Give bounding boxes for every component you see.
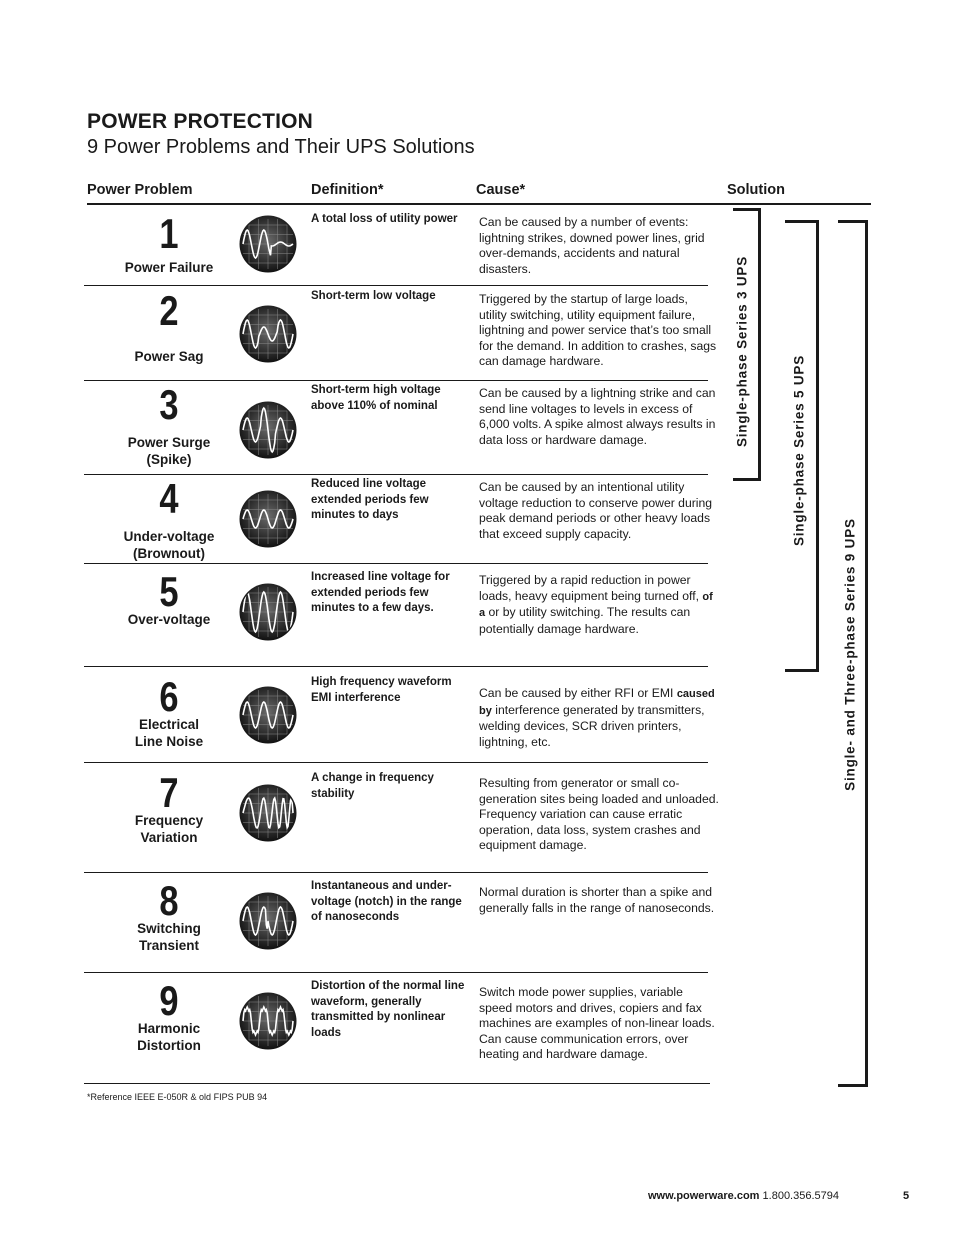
column-header-solution: Solution (727, 182, 785, 198)
problem-number: 7 (159, 769, 179, 816)
problem-name: Electrical Line Noise (134, 717, 204, 749)
problem-cause: Can be caused by a lightning strike and can send line voltages to levels in excess of 6,000 volts. A spike almost always results in data loss or hardware damage. (479, 386, 716, 447)
problem-number: 8 (159, 877, 179, 924)
column-header-definition: Definition* (311, 182, 384, 198)
problem-definition: High frequency waveform EMI interference (311, 676, 452, 704)
solution-label-series-5: Single-phase Series 5 UPS (791, 354, 807, 547)
problem-cause: Can be caused by an intentional utility voltage reduction to conserve power during peak demand periods or other heavy loads that exceed supply capacity. (479, 480, 713, 541)
sag-waveform-scope-icon (239, 305, 297, 363)
problem-name: Under-voltage (Brownout) (123, 529, 215, 561)
transient-waveform-scope-icon (239, 892, 297, 950)
problem-definition: Reduced line voltage extended periods few minutes to days (311, 478, 429, 522)
footnote: *Reference IEEE E-050R & old FIPS PUB 94 (87, 1092, 268, 1102)
problem-number: 1 (159, 210, 179, 257)
row-divider (84, 285, 708, 286)
problem-cause: Switch mode power supplies, variable speed motors and drives, copiers and fax machines are examples of non-linear loads. Can cause communication errors, over heating and hardware damage. (479, 985, 715, 1061)
problem-name: Switching Transient (137, 921, 201, 953)
overvoltage-waveform-scope-icon (239, 583, 297, 641)
surge-waveform-scope-icon (239, 401, 297, 459)
harmonic-waveform-scope-icon (239, 992, 297, 1050)
row-divider (84, 972, 708, 973)
problem-cause: Can be caused by a number of events: lightning strikes, downed power lines, grid over-demands, accidents and natural disasters. (479, 215, 705, 276)
problem-name: Over-voltage (127, 612, 211, 627)
problem-number: 2 (159, 287, 179, 334)
page-number: 5 (903, 1190, 910, 1202)
column-header-problem: Power Problem (87, 182, 193, 198)
column-header-cause: Cause* (476, 182, 526, 198)
problem-number: 5 (159, 568, 179, 615)
problem-cause: Can be caused by either RFI or EMI caused by interference generated by transmitters, welding devices, SCR driven printers, lightning, etc. (479, 686, 715, 749)
problem-cause: Triggered by a rapid reduction in power loads, heavy equipment being turned off, of a or by utility switching. The results can potentially damage hardware. (479, 573, 713, 636)
row-divider (84, 666, 708, 667)
problem-cause: Normal duration is shorter than a spike and generally falls in the range of nanoseconds. (479, 885, 715, 915)
problem-definition: Increased line voltage for extended periods few minutes to a few days. (311, 571, 450, 615)
solution-label-series-9: Single- and Three-phase Series 9 UPS (842, 518, 858, 791)
problem-cause: Resulting from generator or small co-generation sites being loaded and unloaded. Frequency variation can cause erratic operation, data loss, system crashes and equipment damage. (479, 776, 719, 852)
row-divider (84, 872, 708, 873)
footer-phone: 1.800.356.5794 (762, 1190, 839, 1202)
problem-name: Power Sag (134, 349, 204, 364)
problem-number: 4 (159, 475, 179, 522)
problem-cause: Triggered by the startup of large loads, utility switching, utility equipment failure, lightning and power service that’s too small for the demand. In addition to crashes, sags can damage hardware. (479, 292, 717, 368)
problem-number: 3 (159, 381, 179, 428)
row-divider (84, 762, 708, 763)
page-title: POWER PROTECTION (87, 110, 314, 133)
brownout-waveform-scope-icon (239, 490, 297, 548)
problem-definition: Instantaneous and under-voltage (notch) in the range of nanoseconds (311, 880, 462, 924)
problem-name: Harmonic Distortion (137, 1021, 201, 1053)
header-divider (87, 203, 871, 205)
page-footer (648, 1190, 839, 1202)
problem-definition: A change in frequency stability (311, 772, 434, 800)
flat-waveform-scope-icon (239, 215, 297, 273)
problem-name: Power Surge (Spike) (127, 435, 211, 467)
page-subtitle: 9 Power Problems and Their UPS Solutions (87, 136, 475, 158)
frequency-waveform-scope-icon (239, 784, 297, 842)
row-divider (84, 563, 708, 564)
row-divider (84, 1083, 710, 1084)
problem-definition: A total loss of utility power (311, 213, 458, 225)
footer-website-link[interactable]: www.powerware.com (648, 1190, 760, 1202)
problem-number: 9 (159, 977, 179, 1024)
problem-number: 6 (159, 673, 179, 720)
problem-definition: Distortion of the normal line waveform, generally transmitted by nonlinear loads (311, 980, 465, 1040)
problem-name: Frequency Variation (134, 813, 204, 845)
problem-name: Power Failure (124, 260, 214, 275)
noise-waveform-scope-icon (239, 686, 297, 744)
problem-definition: Short-term high voltage above 110% of nominal (311, 384, 441, 412)
problem-definition: Short-term low voltage (311, 290, 436, 302)
solution-label-series-3: Single-phase Series 3 UPS (734, 255, 750, 448)
